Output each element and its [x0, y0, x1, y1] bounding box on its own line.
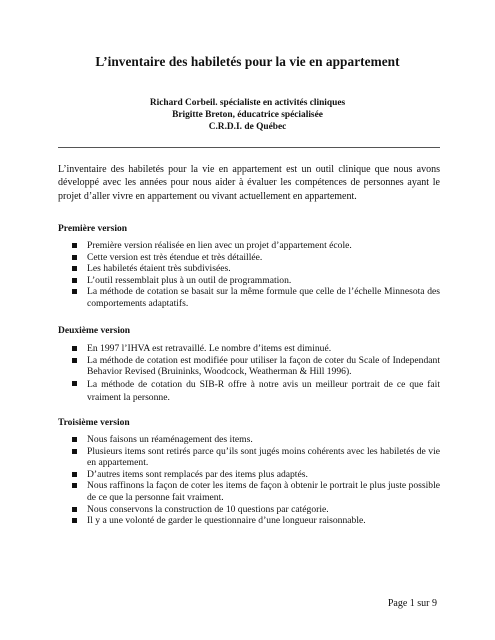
list-item: En 1997 l’IHVA est retravaillé. Le nombre d’items est diminué.	[58, 343, 440, 355]
intro-paragraph: L’inventaire des habiletés pour la vie en appartement est un outil clinique que nous avons développé avec les années pour nous aider à évaluer les compétences de personnes ayant le projet d’aller vivre en appartement ou vivant actuellement en appartement.	[58, 164, 440, 202]
section-heading-deuxieme: Deuxième version	[58, 326, 131, 336]
author-line-3: C.R.D.I. de Québec	[208, 122, 287, 132]
square-bullet-icon	[72, 518, 77, 523]
section-heading-premiere: Première version	[58, 224, 128, 234]
list-item: Plusieurs items sont retirés parce qu’ils sont jugés moins cohérents avec les habiletés de vie en appartement.	[58, 446, 440, 469]
square-bullet-icon	[72, 243, 77, 248]
section-list-troisieme	[58, 434, 440, 527]
author-line-1: Richard Corbeil. spécialiste en activités cliniques	[149, 98, 346, 108]
list-item: Nous raffinons la façon de coter les items de façon à obtenir le portrait le plus juste possible de ce que la personne fait vraiment.	[58, 480, 440, 503]
square-bullet-icon	[72, 507, 77, 512]
page-number: Page 1 sur 9	[387, 598, 437, 609]
list-item: La méthode de cotation se basait sur la même formule que celle de l’échelle Minnesota des comportements adaptatifs.	[58, 286, 440, 309]
list-item: L’outil ressemblait plus à un outil de programmation.	[58, 275, 440, 287]
list-item: Cette version est très étendue et très détaillée.	[58, 252, 440, 264]
list-item: Nous conservons la construction de 10 questions par catégorie.	[58, 504, 440, 516]
horizontal-rule	[58, 147, 440, 148]
list-item: La méthode de cotation du SIB-R offre à notre avis un meilleur portrait de ce que fait vraiment la personne.	[58, 378, 440, 405]
square-bullet-icon	[72, 266, 77, 271]
square-bullet-icon	[72, 255, 77, 260]
authors-block	[0, 97, 495, 133]
document-title: L’inventaire des habiletés pour la vie en appartement	[95, 54, 400, 69]
list-item: La méthode de cotation est modifiée pour utiliser la façon de coter du Scale of Independant Behavior Revised (Bruininks, Woodcock, Weatherman & Hill 1996).	[58, 355, 440, 378]
square-bullet-icon	[72, 381, 77, 386]
square-bullet-icon	[72, 289, 77, 294]
square-bullet-icon	[72, 437, 77, 442]
list-item: Nous faisons un réaménagement des items.	[58, 434, 440, 446]
square-bullet-icon	[72, 346, 77, 351]
section-list-premiere	[58, 240, 440, 310]
author-line-2: Brigitte Breton, éducatrice spécialisée	[172, 110, 323, 120]
square-bullet-icon	[72, 472, 77, 477]
square-bullet-icon	[72, 358, 77, 363]
section-list-deuxieme	[58, 343, 440, 405]
list-item: Les habiletés étaient très subdivisées.	[58, 263, 440, 275]
square-bullet-icon	[72, 449, 77, 454]
list-item: Première version réalisée en lien avec un projet d’appartement école.	[58, 240, 440, 252]
list-item: Il y a une volonté de garder le questionnaire d’une longueur raisonnable.	[58, 515, 440, 527]
section-heading-troisieme: Troisième version	[58, 418, 130, 428]
square-bullet-icon	[72, 483, 77, 488]
list-item: D’autres items sont remplacés par des items plus adaptés.	[58, 469, 440, 481]
square-bullet-icon	[72, 278, 77, 283]
